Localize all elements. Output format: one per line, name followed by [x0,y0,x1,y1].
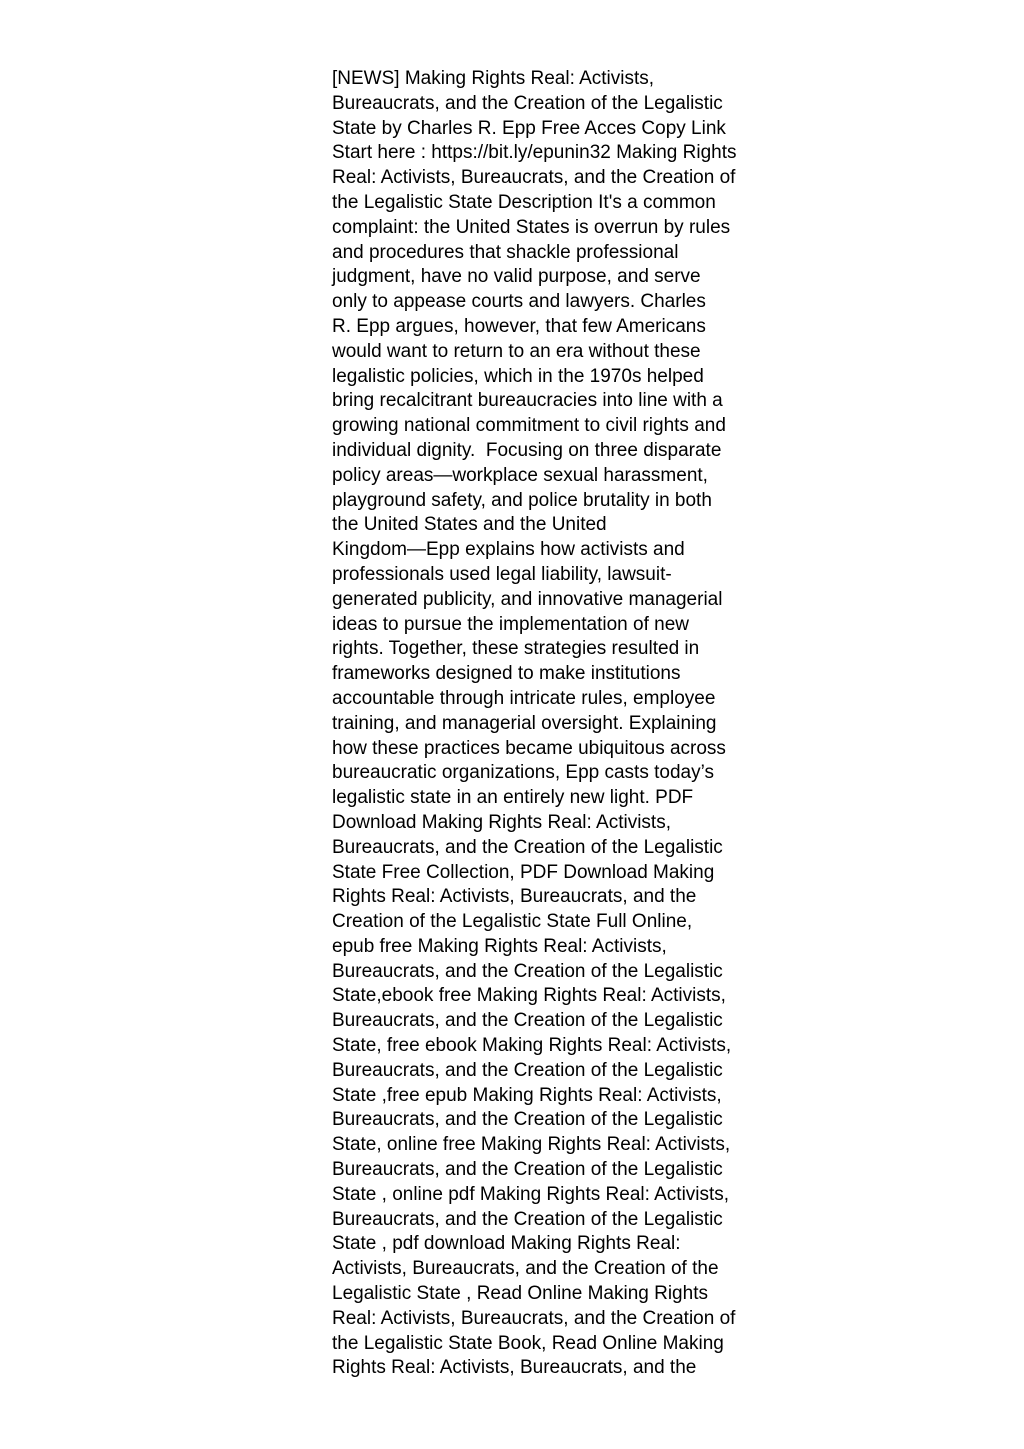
text-line: Bureaucrats, and the Creation of the Legalistic [332,92,723,114]
text-line: ideas to pursue the implementation of new [332,613,689,635]
text-line: Bureaucrats, and the Creation of the Legalistic [332,1159,723,1181]
text-line: Bureaucrats, and the Creation of the Legalistic [332,1208,723,1230]
text-line: rights. Together, these strategies resulted in [332,638,700,660]
text-line: bureaucratic organizations, Epp casts today’s [332,762,714,784]
body-text [332,67,777,1381]
text-line: only to appease courts and lawyers. Charles [332,291,706,313]
text-line: State ,free epub Making Rights Real: Activists, [332,1084,722,1106]
text-line: individual dignity. Focusing on three disparate [332,439,722,461]
text-line: how these practices became ubiquitous across [332,737,726,759]
text-line: State Free Collection, PDF Download Making [332,861,715,883]
text-line: State , pdf download Making Rights Real: [332,1233,681,1255]
text-line: State, online free Making Rights Real: Activists, [332,1134,731,1156]
text-line: Download Making Rights Real: Activists, [332,811,671,833]
text-line: Real: Activists, Bureaucrats, and the Creation of [332,167,736,189]
text-line: the United States and the United [332,514,607,536]
text-line: complaint: the United States is overrun by rules [332,216,731,238]
text-line: professionals used legal liability, lawsuit- [332,563,672,585]
text-line: legalistic policies, which in the 1970s helped [332,365,704,387]
text-line: the Legalistic State Book, Read Online Making [332,1332,724,1354]
text-line: State, free ebook Making Rights Real: Activists, [332,1035,732,1057]
text-line: Kingdom—Epp explains how activists and [332,539,685,561]
text-line: generated publicity, and innovative managerial [332,588,723,610]
text-line: Rights Real: Activists, Bureaucrats, and the [332,886,697,908]
text-line: frameworks designed to make institutions [332,663,681,685]
text-line: Start here : https://bit.ly/epunin32 Making Rights [332,142,737,164]
text-line: judgment, have no valid purpose, and serve [332,266,701,288]
text-line: State,ebook free Making Rights Real: Activists, [332,985,726,1007]
text-line: bring recalcitrant bureaucracies into line with a [332,390,723,412]
text-line: growing national commitment to civil rights and [332,415,726,437]
text-line: Activists, Bureaucrats, and the Creation of the [332,1258,719,1280]
text-line: playground safety, and police brutality in both [332,489,712,511]
text-line: Bureaucrats, and the Creation of the Legalistic [332,836,723,858]
text-line: [NEWS] Making Rights Real: Activists, [332,68,655,89]
text-line: Bureaucrats, and the Creation of the Legalistic [332,960,723,982]
text-line: Bureaucrats, and the Creation of the Legalistic [332,1010,723,1032]
text-line: Rights Real: Activists, Bureaucrats, and the [332,1357,697,1379]
text-line: Creation of the Legalistic State Full Online, [332,911,693,933]
text-line: the Legalistic State Description It's a common [332,191,716,213]
text-line: training, and managerial oversight. Explaining [332,712,717,734]
text-line: legalistic state in an entirely new light. PDF [332,787,694,809]
text-line: State by Charles R. Epp Free Acces Copy Link [332,117,726,139]
text-line: policy areas—workplace sexual harassment, [332,464,708,486]
text-line: State , online pdf Making Rights Real: Activists, [332,1183,730,1205]
text-line: would want to return to an era without these [332,340,701,362]
text-line: accountable through intricate rules, employee [332,687,716,709]
text-line: Bureaucrats, and the Creation of the Legalistic [332,1059,723,1081]
text-line: Bureaucrats, and the Creation of the Legalistic [332,1109,723,1131]
text-line: epub free Making Rights Real: Activists, [332,935,667,957]
text-line: R. Epp argues, however, that few Americans [332,315,706,337]
text-line: Legalistic State , Read Online Making Rights [332,1283,708,1305]
text-line: Real: Activists, Bureaucrats, and the Creation of [332,1307,736,1329]
text-line: and procedures that shackle professional [332,241,679,263]
